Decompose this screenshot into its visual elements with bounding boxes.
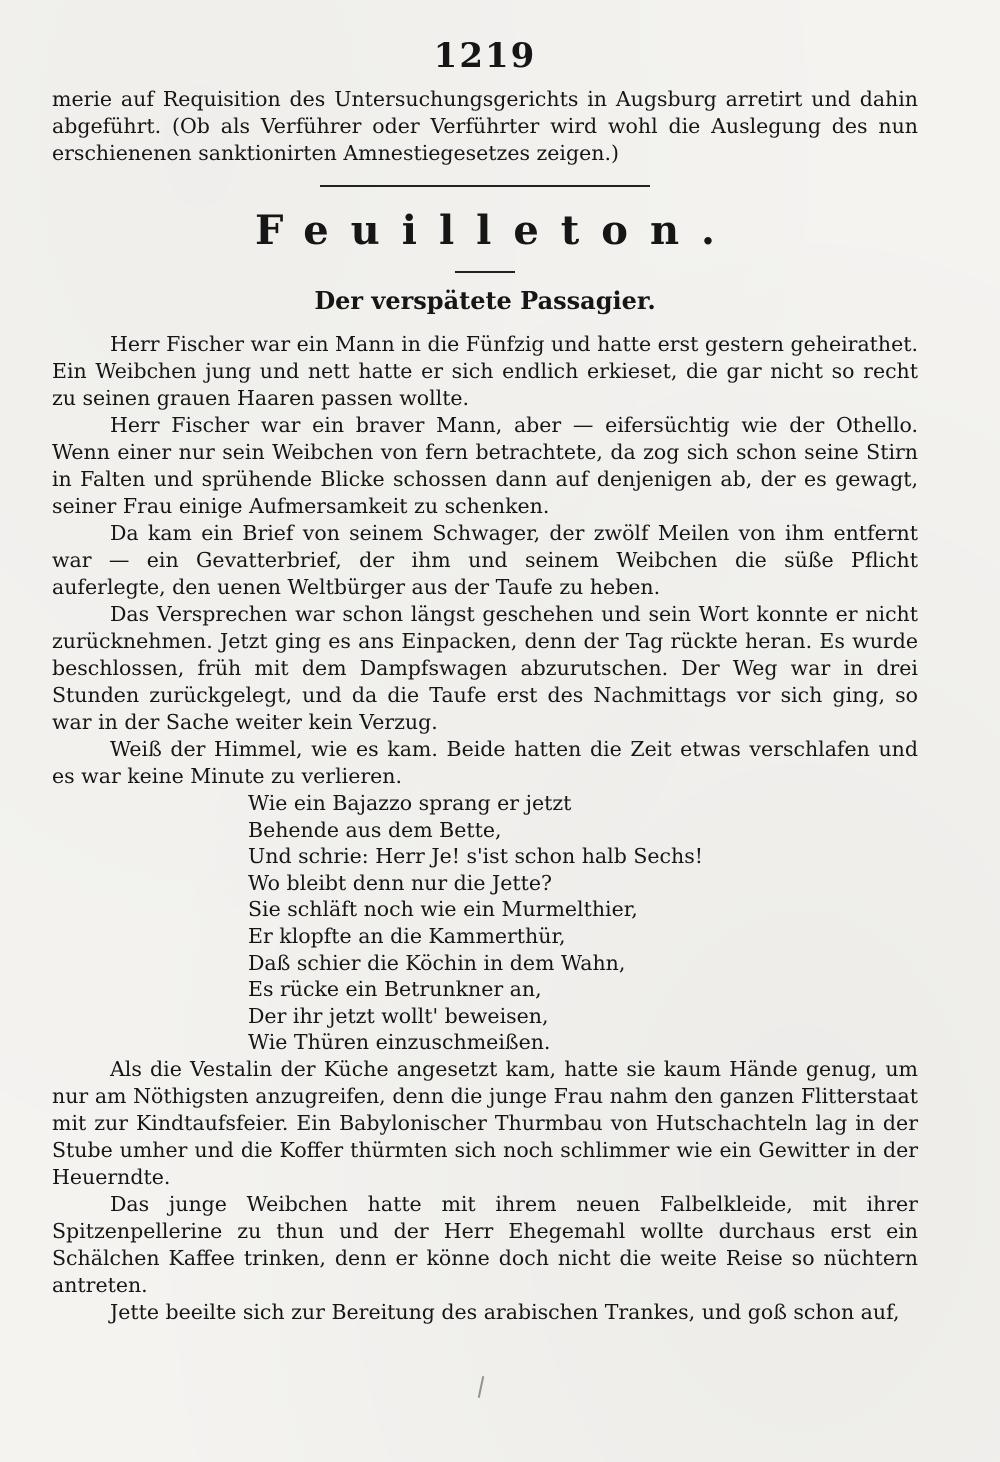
story-body: [52, 331, 918, 1326]
ink-mark: [478, 1376, 485, 1398]
verse-line: Und schrie: Herr Je! s'ist schon halb Sechs!: [248, 844, 703, 869]
verse-line: Es rücke ein Betrunkner an,: [248, 977, 542, 1002]
title-divider: [455, 271, 515, 273]
story-paragraph: Jette beeilte sich zur Bereitung des arabischen Trankes, und goß schon auf,: [110, 1299, 900, 1324]
section-title: Feuilleton.: [255, 207, 737, 254]
story-paragraph: Da kam ein Brief von seinem Schwager, der zwölf Meilen von ihm entfernt war — ein Gevatterbrief, der ihm und seinem Weibchen die süße Pflicht auferlegte, den uenen Weltbürger aus der Taufe zu heben.: [52, 521, 918, 599]
story-paragraph: Herr Fischer war ein braver Mann, aber — eifersüchtig wie der Othello. Wenn einer nur sein Weibchen von fern betrachtete, da zog sich schon seine Stirn in Falten und sprühende Blicke schossen dann auf denjenigen ab, der es gewagt, seiner Frau einige Aufmersamkeit zu schenken.: [52, 413, 918, 518]
verse-line: Er klopfte an die Kammerthür,: [248, 923, 566, 948]
verse-line: Wie ein Bajazzo sprang er jetzt: [248, 791, 572, 815]
story-paragraph: Das junge Weibchen hatte mit ihrem neuen Falbelkleide, mit ihrer Spitzenpellerine zu thun und der Herr Ehegemahl wollte durchaus erst ein Schälchen Kaffee trinken, denn er könne doch nicht die weite Reise so nüchtern antreten.: [52, 1191, 918, 1297]
verse-line: Wo bleibt denn nur die Jette?: [248, 870, 552, 895]
story-paragraph: Weiß der Himmel, wie es kam. Beide hatten die Zeit etwas verschlafen und es war keine Minute zu verlieren.: [52, 737, 918, 788]
verse-line: Behende aus dem Bette,: [248, 817, 502, 842]
verse-line: Wie Thüren einzuschmeißen.: [248, 1030, 551, 1055]
verse-block: [248, 790, 918, 1056]
verse-line: Sie schläft noch wie ein Murmelthier,: [248, 897, 638, 922]
verse-line: Daß schier die Köchin in dem Wahn,: [248, 950, 626, 975]
story-paragraph: Als die Vestalin der Küche angesetzt kam, hatte sie kaum Hände genug, um nur am Nöthigsten anzugreifen, denn die junge Frau nahm den ganzen Flitterstaat mit zur Kindtaufsfeier. Ein Babylonischer Thurmbau von Hutschachteln lag in der Stube umher und die Koffer thürmten sich noch schlimmer wie ein Gewitter in der Heuerndte.: [52, 1056, 918, 1189]
page-number: 1219: [433, 36, 537, 76]
story-paragraph: Herr Fischer war ein Mann in die Fünfzig und hatte erst gestern geheirathet. Ein Weibchen jung und nett hatte er sich endlich erkieset, die gar nicht so recht zu seinen grauen Haaren passen wollte.: [52, 332, 918, 410]
story-paragraph: Das Versprechen war schon längst geschehen und sein Wort konnte er nicht zurücknehmen. Jetzt ging es ans Einpacken, denn der Tag rückte heran. Es wurde beschlossen, früh mit dem Dampfswagen abzurutschen. Der Weg war in drei Stunden zurückgelegt, und da die Taufe erst des Nachmittags vor sich ging, so war in der Sache weiter kein Verzug.: [52, 602, 918, 734]
story-title: Der verspätete Passagier.: [314, 286, 656, 315]
intro-paragraph: merie auf Requisition des Untersuchungsgerichts in Augsburg arretirt und dahin abgeführt. (Ob als Verführer oder Verführter wird wohl die Auslegung des nun erschienenen sanktionirten Amnestiegesetzes zeigen.): [52, 87, 918, 165]
verse-line: Der ihr jetzt wollt' beweisen,: [248, 1003, 549, 1028]
section-divider: [320, 185, 650, 187]
